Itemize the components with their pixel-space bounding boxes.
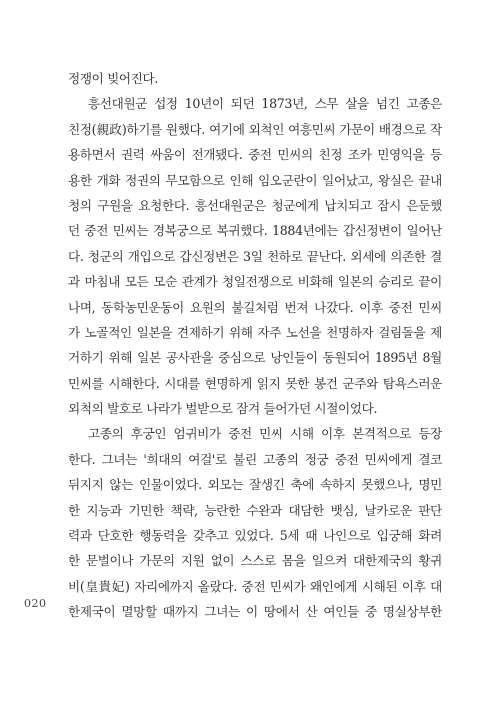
text-line: 친정(親政)하기를 원했다. 여기에 외척인 여흥민씨 가문이 배경으로 작	[68, 121, 442, 137]
body-text	[68, 66, 442, 625]
text-line: 한 지능과 기민한 책략, 능란한 수완과 대담한 뱃심, 날카로운 판단	[68, 502, 442, 518]
text-line: 외척의 발호로 나라가 벌받으로 잠겨 들어가던 시절이었다.	[68, 401, 378, 417]
text-line: 과 마침내 모든 모순 관계가 청일전쟁으로 비화해 일본의 승리로 끝이	[68, 274, 442, 290]
text-line: 거하기 위해 일본 공사관을 중심으로 낭인들이 동원되어 1895년 8월	[68, 350, 442, 366]
text-line: 흥선대원군 섭정 10년이 되던 1873년, 스무 살을 넘긴 고종은	[88, 96, 442, 112]
text-line: 용하면서 권력 싸움이 전개됐다. 중전 민씨의 친정 조카 민영익을 등	[68, 147, 442, 163]
text-line: 비(皇貴妃) 자리에까지 올랐다. 중전 민씨가 왜인에게 시해된 이후 대	[68, 578, 442, 594]
text-line: 한제국이 멸망할 때까지 그녀는 이 땅에서 산 여인들 중 명실상부한	[68, 604, 442, 620]
text-line: 뒤지지 않는 인물이었다. 외모는 잘생긴 축에 속하지 못했으나, 명민	[68, 477, 442, 493]
text-line: 고종의 후궁인 엄귀비가 중전 민씨 시해 이후 본격적으로 등장	[88, 426, 442, 442]
text-line: 용한 개화 정권의 무모함으로 인해 임오군란이 일어났고, 왕실은 끝내	[68, 172, 442, 188]
text-line: 정쟁이 빚어진다.	[68, 71, 159, 86]
text-line: 가 노골적인 일본을 견제하기 위해 자주 노선을 천명하자 걸림돌을 제	[68, 324, 442, 340]
text-line: 한 문벌이나 가문의 지원 없이 스스로 몸을 일으켜 대한제국의 황귀	[68, 553, 442, 569]
text-line: 나며, 동학농민운동이 요원의 불길처럼 번져 나갔다. 이후 중전 민씨	[68, 299, 442, 315]
page-number: 020	[24, 597, 47, 610]
text-line: 다. 청군의 개입으로 갑신정변은 3일 천하로 끝난다. 외세에 의존한 결	[68, 248, 442, 264]
text-line: 한다. 그녀는 '희대의 여걸'로 불린 고종의 정궁 중전 민씨에게 결코	[68, 451, 442, 467]
text-line: 던 중전 민씨는 경복궁으로 복귀했다. 1884년에는 갑신정변이 일어난	[68, 223, 442, 239]
text-line: 청의 구원을 요청한다. 흥선대원군은 청군에게 납치되고 잠시 은둔했	[68, 197, 442, 213]
text-line: 민씨를 시해한다. 시대를 현명하게 읽지 못한 봉건 군주와 탐욕스러운	[68, 375, 442, 391]
text-line: 력과 단호한 행동력을 갖추고 있었다. 5세 때 나인으로 입궁해 화려	[68, 528, 442, 544]
